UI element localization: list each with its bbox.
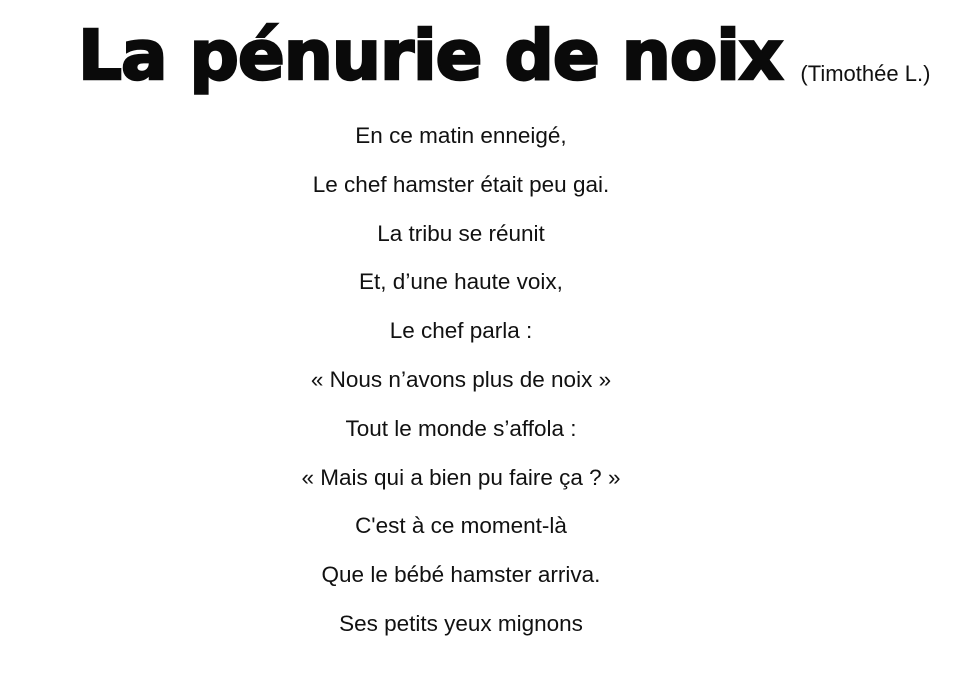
verse-line: Le chef hamster était peu gai.: [312, 171, 610, 197]
verse-line: C'est à ce moment-là: [355, 513, 567, 539]
title-row: [78, 16, 958, 96]
verse-line: Tout le monde s’affola :: [345, 415, 577, 441]
author-credit: (Timothée L.): [800, 61, 931, 86]
verse-line: Le chef parla :: [389, 318, 533, 344]
verse-line: « Mais qui a bien pu faire ça ? »: [301, 464, 621, 490]
verse-line: La tribu se réunit: [377, 220, 545, 246]
verse-line: Que le bébé hamster arriva.: [321, 562, 601, 588]
poem-title: La pénurie de noix: [78, 16, 783, 96]
poem-body: [0, 118, 922, 655]
verse-line: « Nous n’avons plus de noix »: [310, 366, 612, 392]
verse-line: Et, d’une haute voix,: [359, 269, 563, 295]
verse-line: Ses petits yeux mignons: [339, 610, 583, 636]
verse-line: En ce matin enneigé,: [355, 123, 567, 148]
